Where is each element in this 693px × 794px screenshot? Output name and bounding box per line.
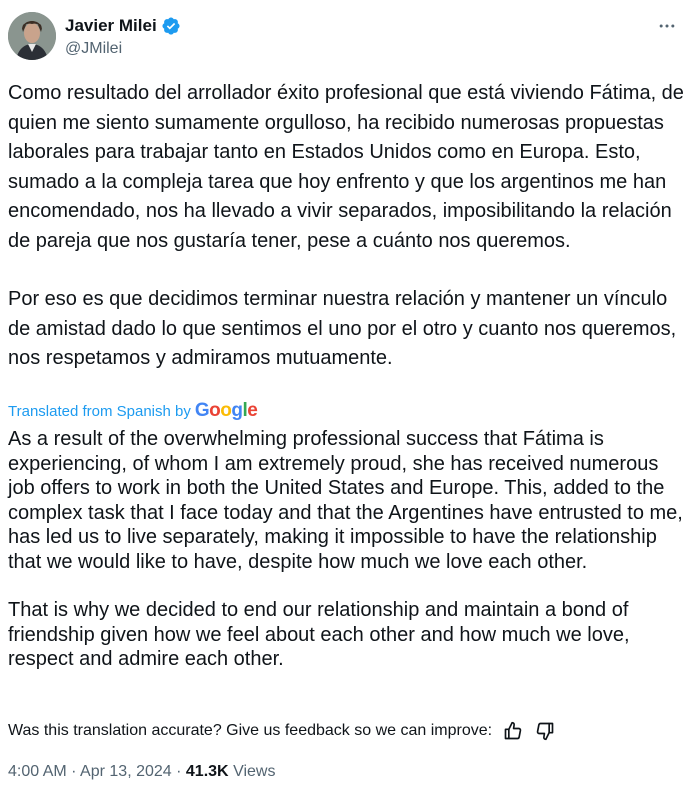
tweet-header: [8, 12, 685, 64]
google-logo: Google: [194, 400, 258, 421]
translation-paragraph: As a result of the overwhelming professional success that Fátima is experiencing, of whom I am extremely proud, she has received numerous job offers to work in both the United States and Europe. This, added to the complex task that I face today and that the Argentines have entrusted to me, has led us to live separately, making it impossible to have the relationship that we would like to have, despite how much we love each other.: [8, 428, 683, 573]
tweet-date[interactable]: Apr 13, 2024: [80, 763, 172, 780]
meta-separator: ·: [176, 763, 182, 780]
tweet-translation-text: [8, 427, 690, 672]
tweet-time[interactable]: 4:00 AM: [8, 763, 67, 780]
thumbs-up-icon[interactable]: [502, 720, 524, 742]
more-horizontal-icon[interactable]: [653, 14, 681, 38]
thumbs-down-icon[interactable]: [534, 720, 556, 742]
tweet-original-text: [8, 79, 688, 374]
translated-by-label: Translated from Spanish by: [8, 402, 191, 420]
verified-badge-icon: [161, 16, 181, 36]
original-paragraph: Por eso es que decidimos terminar nuestra relación y mantener un vínculo de amistad dado lo que sentimos el uno por el otro y cuanto nos queremos, nos respetamos y admiramos mutuamente.: [8, 288, 677, 369]
tweet-meta: [8, 763, 275, 781]
views-label: Views: [233, 763, 276, 780]
display-name[interactable]: Javier Milei: [65, 16, 157, 35]
author-names: [65, 14, 181, 58]
handle[interactable]: @JMilei: [65, 40, 123, 57]
translation-feedback: [8, 718, 556, 744]
original-paragraph: Como resultado del arrollador éxito profesional que está viviendo Fátima, de quien me siento sumamente orgulloso, ha recibido numerosas propuestas laborales para trabajar tanto en Estados Unidos como en Europa. Esto, sumado a la compleja tarea que hoy enfrento y que los argentinos me han encomendado, nos ha llevado a vivir separados, imposibilitando la relación de pareja que nos gustaría tener, pese a cuánto nos queremos.: [8, 82, 684, 252]
translation-paragraph: That is why we decided to end our relationship and maintain a bond of friendship given how we feel about each other and how much we love, respect and admire each other.: [8, 599, 630, 670]
avatar[interactable]: [8, 12, 56, 60]
avatar-image: [8, 12, 56, 60]
translated-by-link[interactable]: [8, 399, 257, 423]
views-count[interactable]: 41.3K: [185, 763, 229, 780]
meta-separator: ·: [71, 763, 77, 780]
name-row: [65, 14, 181, 38]
feedback-prompt: Was this translation accurate? Give us feedback so we can improve:: [8, 722, 493, 739]
